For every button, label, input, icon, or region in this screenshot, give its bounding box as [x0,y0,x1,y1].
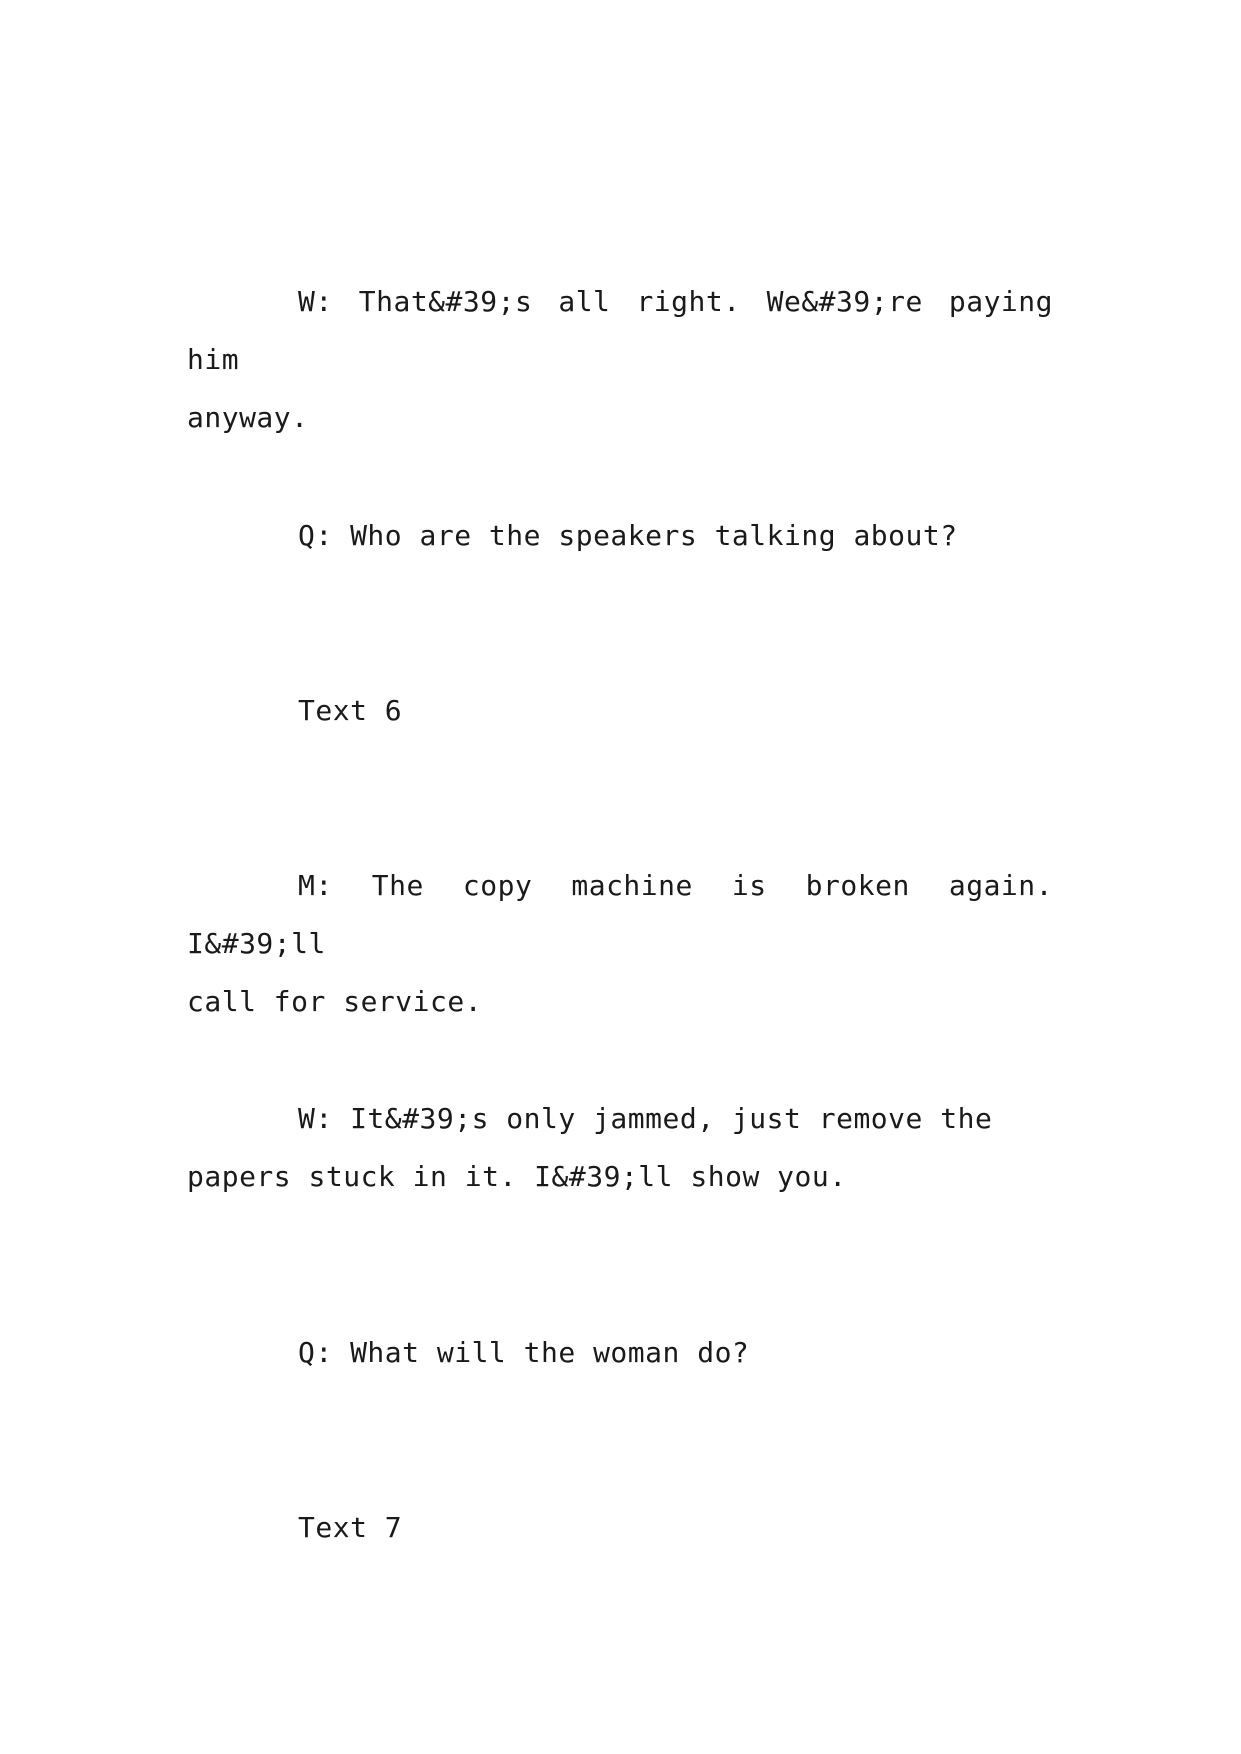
dialogue-paragraph-man [187,857,1053,1031]
paragraph-continuation-line: call for service. [187,985,483,1018]
question-paragraph [187,507,1053,565]
section-heading-text-7 [187,1499,1053,1557]
section-heading-text-6 [187,682,1053,740]
paragraph-line: Q: What will the woman do? [298,1336,750,1369]
paragraph-line: W: That&#39;s all right. We&#39;re paying him [187,285,1053,376]
paragraph-continuation-line: papers stuck in it. I&#39;ll show you. [187,1160,847,1193]
paragraph-line: W: It&#39;s only jammed, just remove the [298,1102,993,1135]
dialogue-paragraph-woman [187,1090,1053,1206]
paragraph-line: Text 7 [298,1511,403,1544]
paragraph-line: M: The copy machine is broken again. I&#39;ll [187,869,1053,960]
paragraph-continuation-line: anyway. [187,401,309,434]
paragraph-line: Q: Who are the speakers talking about? [298,519,958,552]
question-paragraph [187,1324,1053,1382]
dialogue-paragraph-woman-reply [187,273,1053,447]
paragraph-line: Text 6 [298,694,403,727]
